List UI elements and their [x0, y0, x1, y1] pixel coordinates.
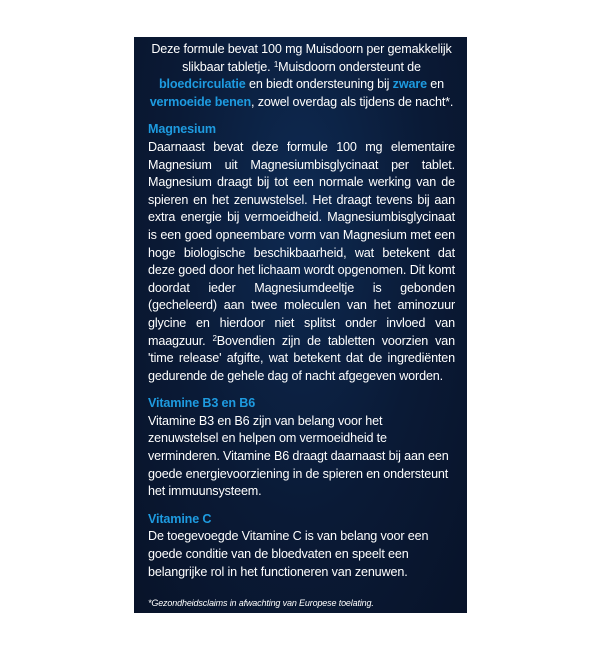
highlight-zware: zware	[392, 77, 427, 92]
heading-magnesium: Magnesium	[148, 122, 216, 137]
intro-text: Deze formule bevat 100 mg Muisdoorn per gemakkelijk slikbaar tabletje.	[151, 42, 452, 74]
footnote-ref-2: 2	[212, 333, 217, 343]
heading-vitamine-c: Vitamine C	[148, 511, 212, 526]
health-claims-footnote: *Gezondheidsclaims in afwachting van Europese toelating.	[148, 598, 374, 609]
intro-text: en	[426, 77, 444, 92]
magnesium-text: Bovendien zijn de tabletten voorzien van 'time release' afgifte, wat betekent dat de ingrediënten gedurende de gehele dag of nacht afgegeven worden.	[148, 333, 455, 383]
vitamine-c-paragraph: De toegevoegde Vitamine C is van belang voor een goede conditie van de bloedvaten en speelt een belangrijke rol in het functioneren van zenuwen.	[148, 529, 429, 579]
highlight-bloedcirculatie: bloedcirculatie	[158, 77, 246, 92]
heading-vitamine-b: Vitamine B3 en B6	[148, 396, 256, 411]
magnesium-paragraph	[148, 139, 455, 385]
magnesium-text: Daarnaast bevat deze formule 100 mg elementaire Magnesium uit Magnesiumbisglycinaat per tablet. Magnesium draagt bij tot een normale werking van de spieren en het zenuwstelsel. Het draagt tevens bij aan extra energie bij vermoeidheid. Magnesiumbisglycinaat is een goed opneembare vorm van Magnesium met een hoge biologische beschikbaarheid, wat betekent dat deze goed door het lichaam wordt opgenomen. Dit komt doordat ieder Magnesiumdeeltje is gebonden (gecheleerd) aan twee moleculen van het aminozuur glycine en hierdoor niet splitst onder invloed van maagzuur.	[148, 139, 455, 348]
highlight-vermoeide-benen: vermoeide benen	[149, 94, 252, 109]
vitamine-b-paragraph: Vitamine B3 en B6 zijn van belang voor het zenuwstelsel en helpen om vermoeidheid te verminderen. Vitamine B6 draagt daarnaast bij aan een goede energievoorziening in de spieren en ondersteunt het immuunsysteem.	[148, 413, 449, 499]
intro-text: Muisdoorn ondersteunt de	[278, 59, 421, 74]
intro-paragraph	[148, 41, 455, 111]
intro-text: , zowel overdag als tijdens de nacht*.	[251, 94, 454, 109]
intro-text: en biedt ondersteuning bij	[245, 77, 393, 92]
footnote-ref-1: 1	[273, 59, 279, 69]
product-info-panel	[134, 37, 467, 613]
